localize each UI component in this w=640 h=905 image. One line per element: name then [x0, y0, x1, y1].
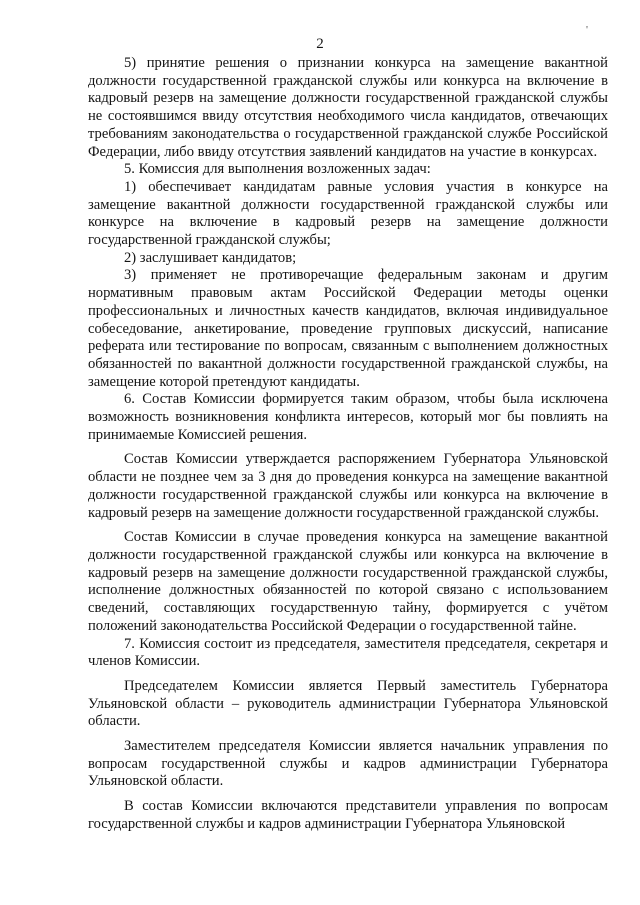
paragraph-item-2-hear-candidates: 2) заслушивает кандидатов;	[124, 249, 297, 266]
paragraph-item-1-equal-conditions: 1) обеспечивает кандидатам равные условия участия в конкурсе на замещение вакантной должности государственной гражданской службы или конкурсе на включение в кадровый резерв на замещение должности государственной гражданской службы;	[88, 178, 608, 249]
paragraph-commission-secret: Состав Комиссии в случае проведения конкурса на замещение вакантной должности государственной гражданской службы или конкурса на включение в кадровый резерв на замещение должности государственной гражданской службы, исполнение должностных обязанностей по которой связано с использованием сведений, составляющих государственную тайну, формируется с учётом положений законодательства Российской Федерации о государственной тайне.	[88, 529, 608, 634]
paragraph-deputy-chairman: Заместителем председателя Комиссии является начальник управления по вопросам государственной службы и кадров администрации Губернатора Ульяновской области.	[88, 738, 608, 790]
paragraph-chairman: Председателем Комиссии является Первый заместитель Губернатора Ульяновской области – руководитель администрации Губернатора Ульяновской области.	[88, 677, 608, 730]
page-number: 2	[316, 36, 324, 52]
corner-mark: '	[586, 24, 588, 36]
paragraph-item-5-decision: 5) принятие решения о признании конкурса на замещение вакантной должности государственной гражданской службы или конкурса на включение в кадровый резерв на замещение должности государственной гражданской службы не состоявшимся ввиду отсутствия необходимого числа кандидатов, отвечающих требованиям законодательства о государственной гражданской службе Российской Федерации, либо ввиду отсутствия заявлений кандидатов на участие в конкурсах.	[88, 55, 608, 160]
paragraph-section-6: 6. Состав Комиссии формируется таким образом, чтобы была исключена возможность возникновения конфликта интересов, который мог бы повлиять на принимаемые Комиссией решения.	[88, 391, 608, 443]
document-body	[88, 55, 608, 834]
paragraph-composition: В состав Комиссии включаются представители управления по вопросам государственной службы и кадров администрации Губернатора Ульяновской	[88, 798, 608, 832]
paragraph-section-5: 5. Комиссия для выполнения возложенных задач:	[124, 161, 431, 178]
paragraph-item-3-methods: 3) применяет не противоречащие федеральным законам и другим нормативным правовым актам Российской Федерации методы оценки профессиональных и личностных качеств кандидатов, включая индивидуальное собеседование, анкетирование, проведение групповых дискуссий, написание реферата или тестирование по вопросам, связанным с выполнением должностных обязанностей по вакантной должности государственной гражданской службы, на замещение которой претендуют кандидаты.	[88, 267, 608, 390]
paragraph-commission-approval: Состав Комиссии утверждается распоряжением Губернатора Ульяновской области не позднее чем за 3 дня до проведения конкурса на замещение вакантной должности государственной гражданской службы или конкурса на включение в кадровый резерв на замещение должности государственной гражданской службы.	[88, 451, 608, 521]
paragraph-section-7: 7. Комиссия состоит из председателя, заместителя председателя, секретаря и членов Комиссии.	[88, 635, 608, 670]
